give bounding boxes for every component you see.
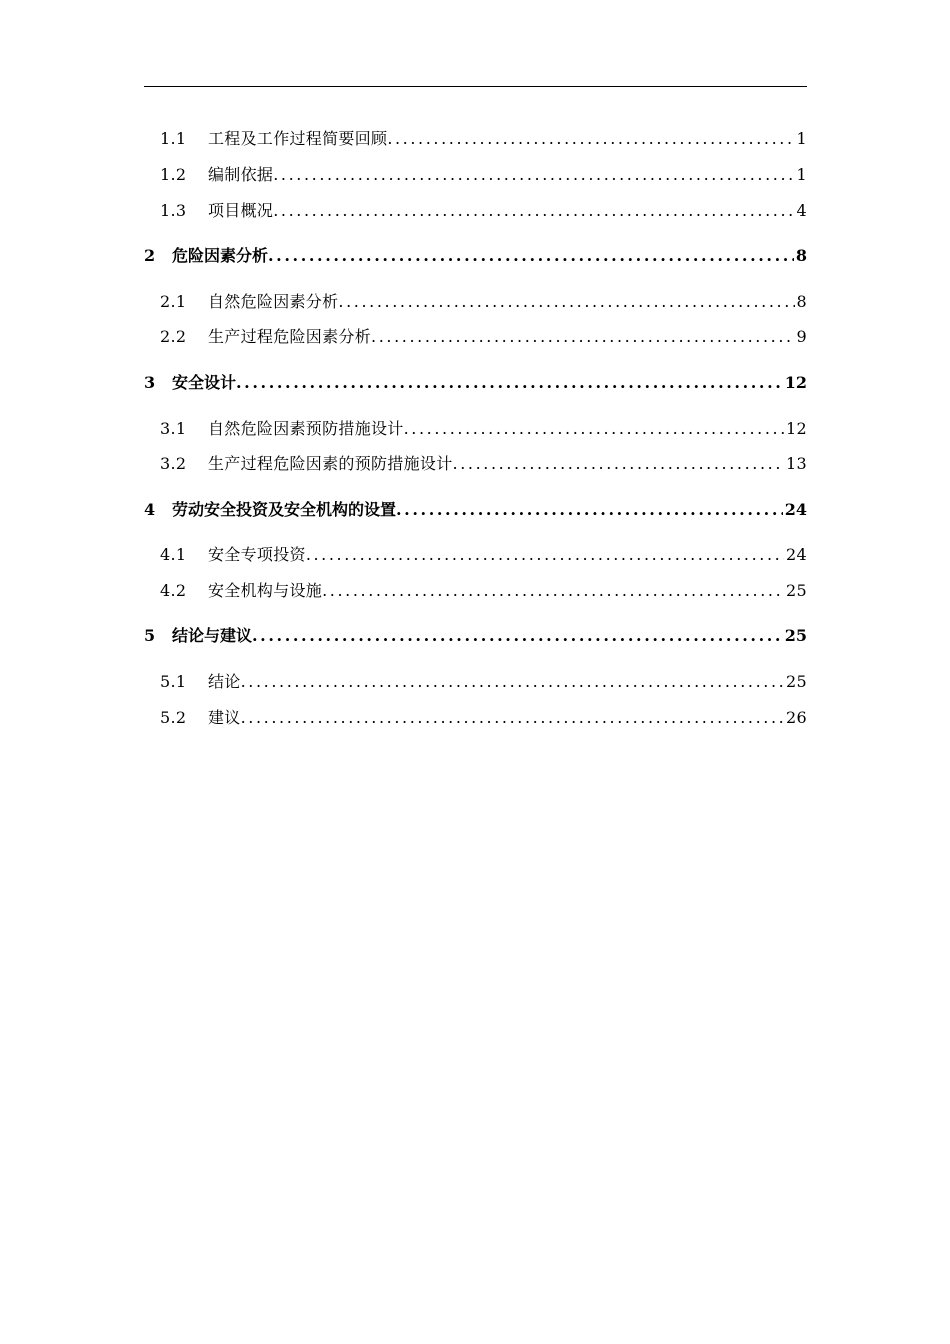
toc-entry-page: 8 [795, 246, 807, 265]
toc-leader-dots [241, 708, 784, 727]
toc-entry-number: 4.2 [160, 581, 187, 600]
toc-leader-dots [387, 129, 794, 148]
toc-entry-number: 2.2 [160, 327, 187, 346]
toc-entry-5-2[interactable] [160, 705, 807, 731]
toc-entry-4-1[interactable] [160, 542, 807, 568]
toc-entry-number: 5.2 [160, 708, 187, 727]
toc-entry-1-1[interactable] [160, 126, 807, 152]
toc-entry-number: 2.1 [160, 292, 187, 311]
toc-entry-title: 自然危险因素预防措施设计 [208, 419, 404, 438]
toc-entry-page: 9 [796, 327, 807, 346]
toc-entry-title: 项目概况 [208, 201, 274, 220]
toc-leader-dots [236, 373, 783, 392]
toc-entry-number: 4 [144, 500, 156, 519]
toc-entry-number: 5 [144, 626, 156, 645]
toc-entry-page: 25 [784, 626, 807, 645]
toc-leader-dots [252, 626, 783, 645]
toc-entry-5-1[interactable] [160, 669, 807, 695]
toc-entry-number: 4.1 [160, 545, 187, 564]
toc-entry-number: 3.2 [160, 454, 187, 473]
toc-entry-3[interactable] [144, 370, 807, 396]
toc-leader-dots [268, 246, 794, 265]
toc-entry-1-3[interactable] [160, 198, 807, 224]
toc-entry-number: 3 [144, 373, 156, 392]
toc-entry-page: 13 [786, 454, 807, 473]
toc-entry-4[interactable] [144, 497, 807, 523]
toc-entry-page: 25 [786, 672, 807, 691]
toc-entry-title: 编制依据 [208, 165, 274, 184]
toc-entry-title: 结论 [208, 672, 241, 691]
toc-leader-dots [453, 454, 785, 473]
toc-entry-page: 1 [796, 165, 807, 184]
toc-entry-number: 1.1 [160, 129, 187, 148]
toc-entry-number: 5.1 [160, 672, 187, 691]
toc-leader-dots [371, 327, 795, 346]
toc-leader-dots [396, 500, 783, 519]
toc-leader-dots [273, 201, 794, 220]
toc-entry-title: 劳动安全投资及安全机构的设置 [172, 500, 397, 519]
toc-entry-title: 危险因素分析 [172, 246, 269, 265]
toc-entry-number: 3.1 [160, 419, 187, 438]
toc-entry-page: 1 [796, 129, 807, 148]
toc-entry-title: 结论与建议 [172, 626, 253, 645]
toc-entry-title: 自然危险因素分析 [208, 292, 339, 311]
toc-leader-dots [273, 165, 794, 184]
toc-entry-2[interactable] [144, 243, 807, 269]
toc-entry-title: 安全机构与设施 [208, 581, 323, 600]
toc-leader-dots [322, 581, 784, 600]
toc-entry-page: 8 [796, 292, 807, 311]
toc-leader-dots [338, 292, 794, 311]
toc-entry-page: 25 [786, 581, 807, 600]
toc-leader-dots [306, 545, 784, 564]
toc-entry-title: 生产过程危险因素分析 [208, 327, 372, 346]
toc-entry-page: 24 [786, 545, 807, 564]
toc-entry-number: 1.3 [160, 201, 187, 220]
toc-entry-page: 24 [784, 500, 807, 519]
toc-entry-title: 工程及工作过程简要回顾 [208, 129, 388, 148]
toc-entry-title: 安全设计 [172, 373, 237, 392]
header-rule [144, 86, 807, 87]
toc-entry-3-1[interactable] [160, 416, 807, 442]
toc-entry-number: 2 [144, 246, 156, 265]
toc-entry-2-1[interactable] [160, 289, 807, 315]
toc-entry-1-2[interactable] [160, 162, 807, 188]
toc-entry-5[interactable] [144, 623, 807, 649]
toc-entry-title: 生产过程危险因素的预防措施设计 [208, 454, 453, 473]
toc-entry-4-2[interactable] [160, 578, 807, 604]
toc-entry-title: 建议 [208, 708, 241, 727]
toc-entry-page: 26 [786, 708, 807, 727]
toc-entry-title: 安全专项投资 [208, 545, 306, 564]
toc-entry-page: 4 [796, 201, 807, 220]
toc-leader-dots [241, 672, 784, 691]
toc-entry-number: 1.2 [160, 165, 187, 184]
toc-leader-dots [404, 419, 784, 438]
toc-entry-page: 12 [784, 373, 807, 392]
toc-entry-2-2[interactable] [160, 324, 807, 350]
toc-entry-3-2[interactable] [160, 451, 807, 477]
toc-entry-page: 12 [786, 419, 807, 438]
